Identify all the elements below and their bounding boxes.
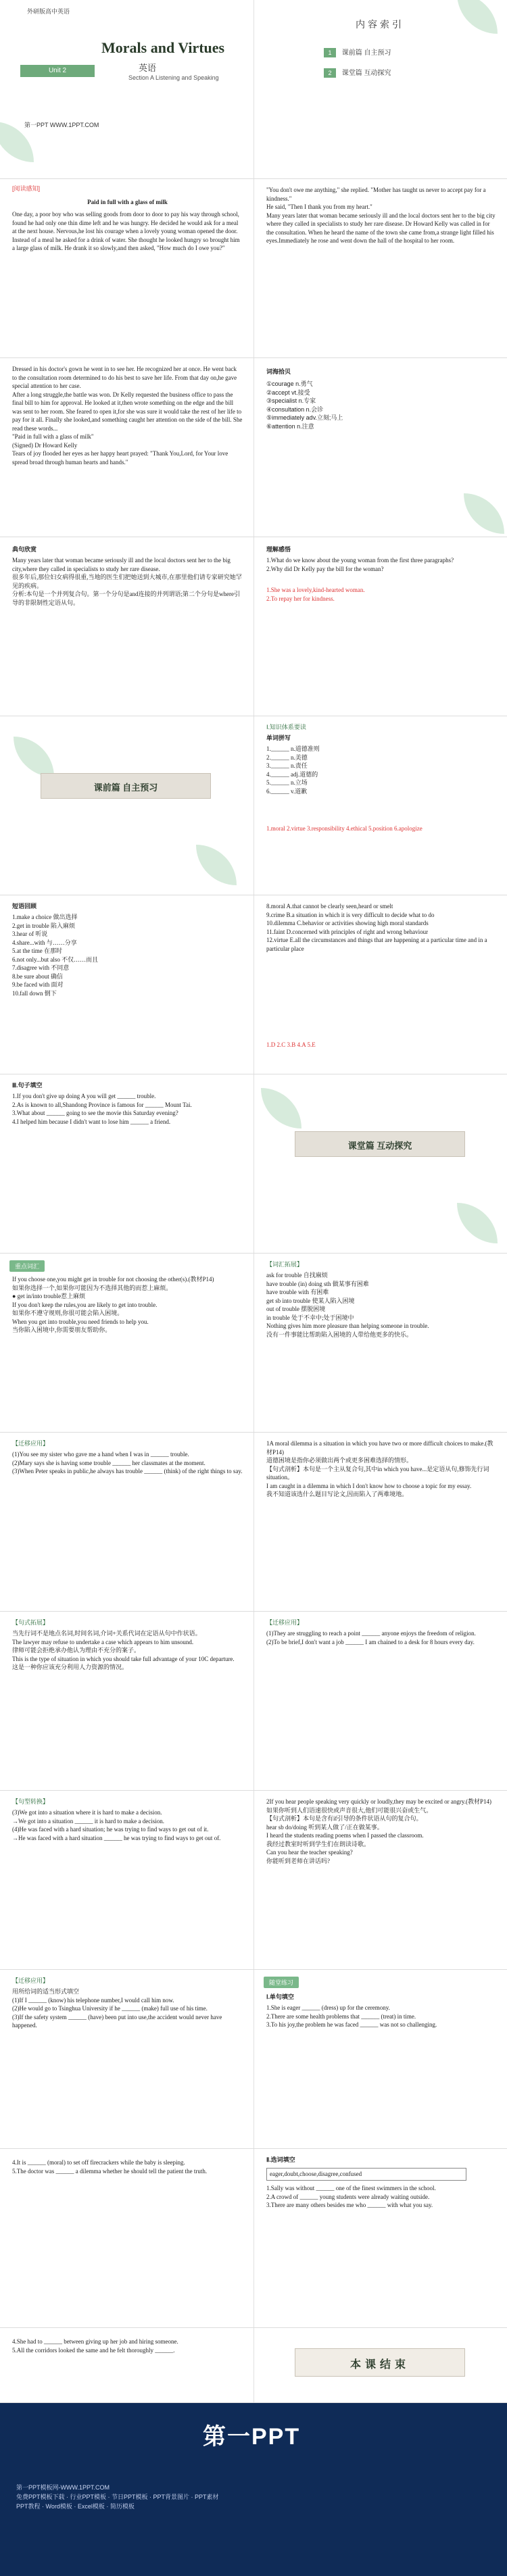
qa-answers: 1.She was a lovely,kind-hearted woman. 2.To repay her for kindness. [266,587,365,602]
key-exercise: (1)You see my sister who gave me a hand when I was in ______ trouble. (2)Mary says she is having some trouble ______ her classmates at the moment. (3)When Peter speaks in public,he always has trouble ______ (think) of the right things to say. [12,1451,243,1475]
reading2-left [0,358,254,537]
practice-list: 1.She is eager ______ (dress) up for the ceremony. 2.There are some health problems that ______ (treat) in time. 3.To his joy,the problem he was faced ______ was not so challenging. [266,2004,437,2028]
key-expansion: ask for trouble 自找麻烦 have trouble (in) doing sth 做某事有困难 have trouble with 有困难 get sb into trouble 使某人陷入困境 out of trouble 摆脱困境 in trouble 处于不幸中;处于困境中 Nothing gives him more pleasure than helping someone in trouble. 没有一件事能比帮助陷入困境的人带给他更多的快乐。 [266,1272,429,1338]
section-banner[interactable] [295,1131,465,1157]
qa-analysis: Many years later that woman became seriously ill and the local doctors sent her to the big city,where they called in specialists to study her rare disease. 很多年后,那位妇女病得很重,当地的医生们把她送到大城市,在那里他们请专家研究她罕见的疾病。 分析:本句是一个并列复合句。第一个分句是and连接的并列谓语;第二个分句是where引导的非限制性定语从句。 [12,557,242,606]
leaf-decoration [14,737,54,777]
phrases-left [0,895,254,1074]
practice-header: 随堂练习 [264,1977,299,1988]
site-footer [0,2403,507,2576]
slide-key-1[interactable] [0,1254,507,1433]
slide-key-3[interactable] [0,1612,507,1791]
reading-paragraph: One day, a poor boy who was selling goods from door to door to pay his way through school, found he had only one thin dime left and he was hungry. He decided he would ask for a meal at the next house. Nervous,he lost his courage when a lovely young woman opened the door. Instead of a meal he asked for a drink of water. She thought he looked hungry so brought him a large glass of milk. He drank it so slowly,and then asked, "How much do I owe you?" [12,211,240,251]
slide-qa[interactable] [0,537,507,716]
reading-left [0,179,254,357]
index-label: 课堂篇 互动探究 [341,70,391,77]
index-label: 课前篇 自主预习 [341,49,391,57]
leaf-decoration [464,493,504,534]
matching-answers: 1.D 2.C 3.B 4.A 5.E [266,1041,316,1048]
qa-right-title: 理解感悟 [266,546,291,553]
vocab-title: 词海拾贝 [266,368,291,375]
exercise-right [254,1970,507,2148]
preview-right [254,716,507,895]
reading-title: Paid in full with a glass of milk [87,199,168,205]
word-options-box: eager,doubt,choose,disagree,confused [266,2168,466,2181]
slide-phrases[interactable] [0,895,507,1074]
slide-key-4[interactable] [0,1791,507,1970]
key-sentence-analysis: 2If you hear people speaking very quickly or loudly,they may be excited or angry.(教材P14) 如果你听到人们语速很快或声音很大,他们可能很兴奋或生气。 【句式剖析】本句是含有if引导的条件状语从句的复合句。 hear sb do/doing 听到某人做了/正在做某事。 I heard the students reading poems when I passed the classroom. 我经过教室时听到学生们在朗读诗歌。 Can you hear the teacher speaking? 你能听到老师在讲话吗? [266,1798,491,1864]
lesson-title: Morals and Virtues [101,39,225,56]
section-label: Section A Listening and Speaking [128,74,219,81]
subject-label: 英语 [139,63,157,73]
ending-right [254,2328,507,2402]
ending-title: 本课结束 [349,2359,410,2371]
key-expansion: 当先行词不是地点名词,时间名词,介词+关系代词在定语从句中作状语。 The lawyer may refuse to undertake a case which appears to him unsound. 律师可能会拒绝承办他认为理由不充分的案子。 This is the type of situation in which you should take full advantage of your 10C departure. 这是一种你应该充分利用人力资源的情况。 [12,1630,235,1670]
exercise-left [0,1970,254,2148]
qa-left [0,537,254,716]
slide-exercise-2[interactable] [0,2149,507,2328]
cover-left [0,0,254,178]
ending-banner [295,2348,465,2377]
preview-tag: Ⅰ.知识体系要读 [266,724,306,730]
unit-badge: Unit 2 [20,65,95,77]
key1-left [0,1254,254,1432]
reading-tag: [阅读感知] [12,185,41,192]
key-sentence-analysis: 1A moral dilemma is a situation in which you have two or more difficult choices to make.(教材P14) 道德困境是指你必须做出两个或更多困难选择的情形。 【句式剖析】本句是一个主从复合句,其中in which you have...是定语从句,修饰先行词situation。 I am caught in a dilemma in which I don't know how to choose a topic for my essay. 我不知道该选什么题目写论文,因而陷入了两难境地。 [266,1440,493,1497]
key-tag: 【句式拓展】 [12,1619,49,1626]
preview-answers: 1.moral 2.virtue 3.responsibility 4.ethical 5.position 6.apologize [266,825,422,832]
explore-left [0,1074,254,1253]
vocab-list: ①courage n.勇气 ②accept vt.接受 ③specialist n.专家 ④consultation n.会诊 ⑤immediately adv.立刻;马上 ⑥attention n.注意 [266,380,343,430]
index-item-preview[interactable] [318,47,397,59]
explore-title: Ⅲ.句子填空 [12,1082,43,1089]
publisher-label: 外研版高中英语 [27,8,70,15]
key-tag: 【词汇拓展】 [266,1261,304,1268]
exercise2-right [254,2149,507,2327]
practice-list: 1.Sally was without ______ one of the finest swimmers in the school. 2.A crowd of ______ young students were already waiting outside. 3.There are many others besides me who ______ with what you say. [266,2185,436,2208]
section-title: 课堂篇 互动探究 [347,1141,412,1151]
exercise2-left [0,2149,254,2327]
phrases-title: 短语回顾 [12,903,37,910]
reading-right [254,179,507,357]
key-exercise: (1)They are struggling to reach a point ______ anyone enjoys the freedom of religion. (2)To be brief,I don't want a job ______ I am chained to a desk for 8 hours every day. [266,1630,476,1645]
key3-right [254,1612,507,1790]
preview-title: 单词拼写 [266,735,291,741]
slide-preview[interactable] [0,716,507,895]
leaf-decoration [196,845,237,885]
phrases-list: 1.make a choice 做出选择 2.get in trouble 陷入麻烦 3.hear of 听说 4.share...with 与……分享 5.at the time 在那时 6.not only...but also 不仅……而且 7.disagree with 不同意 8.be sure about 确信 9.be faced with 面对 10.fall down 倒下 [12,914,99,997]
section-title: 课前篇 自主预习 [93,783,158,793]
index-panel [254,0,507,178]
reading-paragraph: "You don't owe me anything," she replied. "Mother has taught us never to accept pay for a kindness." He said, "Then I thank you from my heart." Many years later that woman became seriously ill and the local doctors sent her to the big city where they called in specialists to study her rare disease. Dr Howard Kelly was called in for the consultation. When he heard the name of the town she came from,a strange light filled his eyes.Immediately he rose and went down the hall of the hospital to her room. [266,187,496,244]
qa-questions: 1.What do we know about the young woman from the first three paragraphs? 2.Why did Dr Kelly pay the bill for the woman? [266,557,454,572]
index-number: 1 [324,48,336,57]
slide-reading-2[interactable] [0,358,507,537]
key2-right [254,1433,507,1611]
key-tag: 【迁移应用】 [12,1440,49,1447]
key-tag: 【迁移应用】 [12,1977,49,1984]
leaf-decoration [457,0,498,34]
preview-left [0,716,254,895]
explore-sentences: 1.If you don't give up doing A you will get ______ trouble. 2.As is known to all,Shandong Province is famous for ______ Mount Tai. 3.What about ______ going to see the movie this Saturday evening? 4.I helped him because I didn't want to lose him ______ a friend. [12,1093,192,1125]
qa-right [254,537,507,716]
slide-key-2[interactable] [0,1433,507,1612]
slide-exercise[interactable] [0,1970,507,2149]
explore-right [254,1074,507,1253]
reading-paragraph: Dressed in his doctor's gown he went in to see her. He recognized her at once. He went back to the consultation room determined to do his best to save her life. From that day on,he gave special attention to her case. After a long struggle,the battle was won. Dr Kelly requested the business office to pass the final bill to him for approval. He looked at it,then wrote something on the edge and the bill was sent to her room. She feared to open it,for she was sure it would take the rest of her life to pay for it all. Finally she looked,and something caught her attention on the side of the bill. She read these words... "Paid in full with a glass of milk" (Signed) Dr Howard Kelly Tears of joy flooded her eyes as her happy heart prayed: "Thank You,Lord, for Your love spread broad through human hearts and hands." [12,366,243,466]
footer-note: 第一PPT模板网-WWW.1PPT.COM 免费PPT模板下载 · 行业PPT模板 · 节日PPT模板 · PPT背景图片 · PPT素材 PPT教程 · Word模板 · Excel模板 · 简历模板 [16,2484,219,2510]
key-tag: 【句型转换】 [12,1798,49,1805]
brand-label: 第一PPT WWW.1PPT.COM [24,122,99,128]
key1-right [254,1254,507,1432]
index-number: 2 [324,68,336,78]
index-item-explore[interactable] [318,68,397,80]
key4-left [0,1791,254,1969]
matching-list: 8.moral A.that cannot be clearly seen,heard or smelt 9.crime B.a situation in which it is very difficult to decide what to do 10.dilemma C.behavior or activities showing high moral standards 11.faint D.concerned with principles of right and wrong behaviour 12.virtue E.all the circumstances and things that are happening at a particular time and in a particular place [266,903,487,952]
slide-explore[interactable] [0,1074,507,1254]
key-header: 重点词汇 [9,1260,45,1272]
practice-title: Ⅰ.单句填空 [266,1993,294,2000]
slide-ending[interactable] [0,2328,507,2403]
reading2-right [254,358,507,537]
practice-title: Ⅱ.选词填空 [266,2156,295,2163]
slide-cover[interactable] [0,0,507,179]
leaf-decoration [457,1203,498,1243]
section-banner[interactable] [41,773,211,799]
phrases-right [254,895,507,1074]
ending-left [0,2328,254,2402]
key3-left [0,1612,254,1790]
qa-title: 典句欣赏 [12,546,37,553]
leaf-decoration [261,1088,301,1129]
key-exercise: 用所给词的适当形式填空 (1)If I ______ (know) his telephone number,I would call him now. (2)He would go to Tsinghua University if he ______ (make) full use of his time. (3)If the safety system ______ (have) been put into use,the accident would never have happened. [12,1988,222,2029]
key-tag: 【迁移应用】 [266,1619,304,1626]
preview-list: 1.______ n.道德准则 2.______ n.美德 3.______ n.责任 4.______ adj.道德的 5.______ n.立场 6.______ v.道歉 [266,745,320,795]
key4-right [254,1791,507,1969]
practice-list: 4.It is ______ (moral) to set off firecrackers while the baby is sleeping. 5.The doctor was ______ a dilemma whether he should tell the patient the truth. [12,2159,208,2175]
index-title: 内容索引 [356,19,404,30]
key-explanation: If you choose one,you might get in trouble for not choosing the other(s).(教材P14) 如果你选择一个,如果你可能因为不选择其他的而惹上麻烦。 ● get in/into trouble惹上麻烦 If you don't keep the rules,you are likely to get into trouble. 如果你不遵守规则,你很可能会陷入困境。 When you get into trouble,you need friends to help you. 当你陷入困境中,你需要朋友帮助你。 [12,1276,214,1333]
slide-reading[interactable] [0,179,507,358]
key-exercise: (3)We got into a situation where it is hard to make a decision. →We got into a situation ______ it is hard to make a decision. (4)He was faced with a hard situation; he was trying to find ways to get out of it. →He was faced with a hard situation ______ he was trying to find ways to get out of. [12,1809,221,1841]
key2-left [0,1433,254,1611]
footer-logo: 第一PPT [203,2424,301,2450]
practice-list: 4.She had to ______ between giving up her job and hiring someone. 5.All the corridors looked the same and he felt thoroughly ______. [12,2338,178,2354]
